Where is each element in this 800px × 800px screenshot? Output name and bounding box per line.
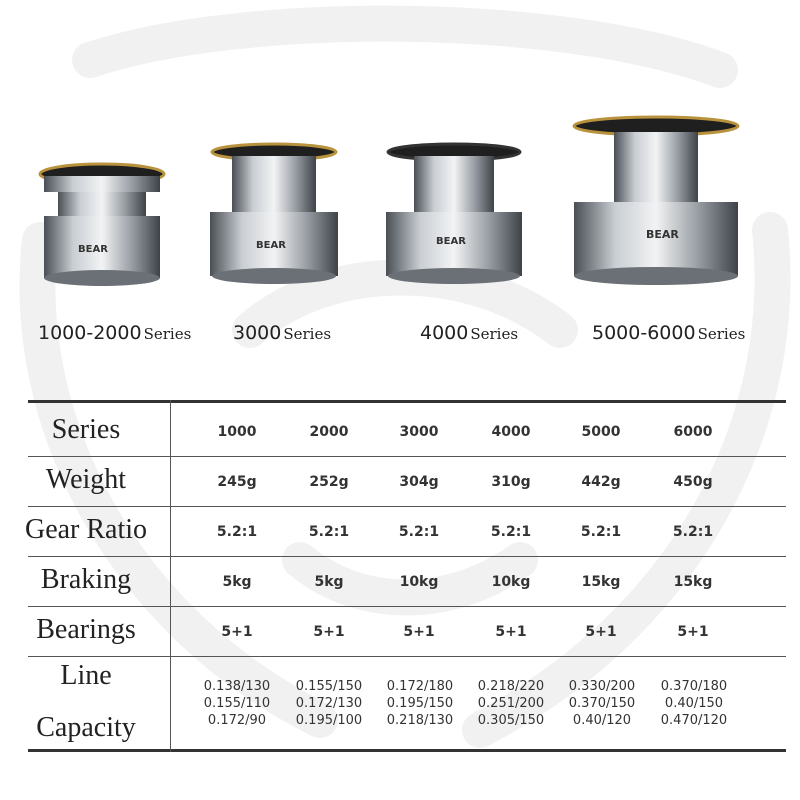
weight-cell: 245g — [217, 474, 257, 490]
series-cell: 1000 — [217, 424, 257, 440]
series-label-5000-6000 — [592, 322, 745, 344]
capacity-value: 0.251/200 — [477, 696, 545, 711]
bearings-cell: 5+1 — [495, 624, 527, 640]
capacity-value: 0.172/130 — [295, 696, 363, 711]
capacity-value: 0.40/150 — [664, 696, 724, 711]
weight-cell: 304g — [399, 474, 439, 490]
row-label-series: Series — [51, 414, 121, 445]
line-capacity-cell — [283, 678, 375, 729]
row-label-line: Line — [60, 660, 112, 691]
gear-ratio-cell: 5.2:1 — [398, 524, 440, 540]
series-label-suffix: Series — [697, 325, 746, 343]
capacity-value: 0.172/180 — [386, 679, 454, 694]
row-divider — [28, 456, 786, 457]
gear-ratio-cell: 5.2:1 — [490, 524, 532, 540]
gear-ratio-cell: 5.2:1 — [672, 524, 714, 540]
row-label-weight: Weight — [45, 464, 127, 495]
series-cell: 4000 — [491, 424, 531, 440]
line-capacity-cell — [648, 678, 740, 729]
series-label-number: 1000-2000 — [38, 322, 142, 344]
bearings-cell: 5+1 — [403, 624, 435, 640]
capacity-value: 0.195/100 — [295, 713, 363, 728]
series-cell: 6000 — [673, 424, 713, 440]
series-label-suffix: Series — [470, 325, 519, 343]
series-label-1000-2000 — [38, 322, 191, 344]
series-cell: 3000 — [399, 424, 439, 440]
line-capacity-cell — [556, 678, 648, 729]
spool-brand: BEAR — [256, 240, 286, 251]
row-divider — [28, 506, 786, 507]
bearings-cell: 5+1 — [585, 624, 617, 640]
braking-cell: 5kg — [314, 574, 344, 590]
line-capacity-cell — [191, 678, 283, 729]
capacity-value: 0.330/200 — [568, 679, 636, 694]
bearings-cell: 5+1 — [677, 624, 709, 640]
row-label-braking: Braking — [40, 564, 132, 595]
spool-brand: BEAR — [436, 236, 466, 247]
capacity-value: 0.218/130 — [386, 713, 454, 728]
spec-table — [0, 400, 800, 752]
weight-cell: 450g — [673, 474, 713, 490]
gear-ratio-cell: 5.2:1 — [580, 524, 622, 540]
capacity-value: 0.138/130 — [203, 679, 271, 694]
series-label-suffix: Series — [283, 325, 332, 343]
spool-brand: BEAR — [78, 244, 108, 255]
capacity-value: 0.470/120 — [660, 713, 728, 728]
spool-1000-2000 — [36, 158, 168, 290]
capacity-value: 0.370/180 — [660, 679, 728, 694]
capacity-value: 0.40/120 — [572, 713, 632, 728]
weight-cell: 310g — [491, 474, 531, 490]
bearings-cell: 5+1 — [313, 624, 345, 640]
capacity-value: 0.172/90 — [207, 713, 267, 728]
series-cell: 2000 — [309, 424, 349, 440]
capacity-value: 0.195/150 — [386, 696, 454, 711]
gear-ratio-cell: 5.2:1 — [308, 524, 350, 540]
capacity-value: 0.218/220 — [477, 679, 545, 694]
capacity-value: 0.155/150 — [295, 679, 363, 694]
braking-cell: 10kg — [399, 574, 439, 590]
capacity-value: 0.305/150 — [477, 713, 545, 728]
spool-5000-6000 — [570, 114, 742, 294]
braking-cell: 10kg — [491, 574, 531, 590]
weight-cell: 252g — [309, 474, 349, 490]
series-label-number: 3000 — [233, 322, 282, 344]
series-cell: 5000 — [581, 424, 621, 440]
row-label-gear-ratio: Gear Ratio — [24, 514, 148, 545]
row-label-capacity: Capacity — [36, 712, 136, 743]
spool-3000 — [208, 140, 340, 290]
spool-4000 — [384, 140, 524, 290]
table-top-border — [28, 400, 786, 403]
row-divider — [28, 606, 786, 607]
line-capacity-cell — [465, 678, 557, 729]
braking-cell: 5kg — [222, 574, 252, 590]
capacity-value: 0.370/150 — [568, 696, 636, 711]
braking-cell: 15kg — [581, 574, 621, 590]
row-label-bearings: Bearings — [36, 614, 136, 645]
capacity-value: 0.155/110 — [203, 696, 271, 711]
gear-ratio-cell: 5.2:1 — [216, 524, 258, 540]
series-label-3000 — [233, 322, 331, 344]
bearings-cell: 5+1 — [221, 624, 253, 640]
series-label-number: 4000 — [420, 322, 469, 344]
weight-cell: 442g — [581, 474, 621, 490]
series-label-suffix: Series — [143, 325, 192, 343]
spool-brand: BEAR — [646, 228, 679, 241]
series-label-number: 5000-6000 — [592, 322, 696, 344]
braking-cell: 15kg — [673, 574, 713, 590]
table-bottom-border — [28, 749, 786, 752]
row-divider — [28, 556, 786, 557]
row-divider — [28, 656, 786, 657]
series-label-4000 — [420, 322, 518, 344]
line-capacity-cell — [374, 678, 466, 729]
